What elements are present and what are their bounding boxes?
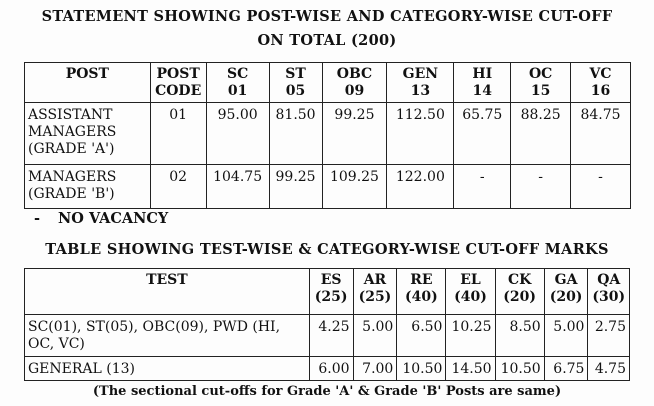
table-cell: 4.75 [588, 357, 630, 381]
column-header: ES (25) [309, 269, 353, 315]
footnote: (The sectional cut-offs for Grade 'A' & Grade 'B' Posts are same) [92, 384, 562, 399]
table-cell: 84.75 [571, 103, 631, 165]
table-cell: 2.75 [588, 315, 630, 357]
table-cell: 10.25 [446, 315, 495, 357]
table-header-row [25, 269, 630, 315]
table-cell: 5.00 [353, 315, 397, 357]
column-header: TEST [25, 269, 310, 315]
column-header: GA (20) [544, 269, 588, 315]
column-header: QA (30) [588, 269, 630, 315]
table-cell: 95.00 [206, 103, 269, 165]
table-cell: 8.50 [495, 315, 544, 357]
table-cell: 7.00 [353, 357, 397, 381]
post-wise-cutoff-table [24, 62, 631, 209]
column-header: AR (25) [353, 269, 397, 315]
table-cell: 4.25 [309, 315, 353, 357]
column-header: OC 15 [511, 63, 571, 103]
post-name-cell: ASSISTANT MANAGERS (GRADE 'A') [25, 103, 151, 165]
table-cell: 104.75 [206, 165, 269, 209]
table-cell: - [511, 165, 571, 209]
table-cell: 109.25 [322, 165, 387, 209]
no-vacancy-dash: - [34, 210, 41, 227]
test-name-cell: SC(01), ST(05), OBC(09), PWD (HI, OC, VC) [25, 315, 310, 357]
table-row [25, 357, 630, 381]
table-cell: 02 [150, 165, 206, 209]
table-cell: 14.50 [446, 357, 495, 381]
table-cell: 81.50 [269, 103, 322, 165]
table-cell: 65.75 [454, 103, 511, 165]
title-line-2: ON TOTAL (200) [257, 32, 397, 49]
table-cell: 6.75 [544, 357, 588, 381]
table-cell: 112.50 [387, 103, 454, 165]
table-cell: 10.50 [495, 357, 544, 381]
column-header: SC 01 [206, 63, 269, 103]
table-cell: 6.50 [397, 315, 446, 357]
table-row [25, 315, 630, 357]
test-wise-cutoff-table [24, 268, 630, 381]
no-vacancy-text: NO VACANCY [58, 210, 169, 227]
table-cell: 6.00 [309, 357, 353, 381]
column-header: EL (40) [446, 269, 495, 315]
table-row [25, 165, 631, 209]
table-cell: - [571, 165, 631, 209]
table-cell: 99.25 [269, 165, 322, 209]
no-vacancy-note [34, 210, 168, 227]
column-header: POST [25, 63, 151, 103]
table-cell: 99.25 [322, 103, 387, 165]
table-cell: 01 [150, 103, 206, 165]
table-header-row [25, 63, 631, 103]
table-cell: 122.00 [387, 165, 454, 209]
table-cell: 10.50 [397, 357, 446, 381]
title-line-1: STATEMENT SHOWING POST-WISE AND CATEGORY-WISE CUT-OFF [41, 8, 613, 25]
column-header: OBC 09 [322, 63, 387, 103]
table-row [25, 103, 631, 165]
table-cell: - [454, 165, 511, 209]
column-header: POST CODE [150, 63, 206, 103]
column-header: CK (20) [495, 269, 544, 315]
column-header: VC 16 [571, 63, 631, 103]
column-header: ST 05 [269, 63, 322, 103]
test-name-cell: GENERAL (13) [25, 357, 310, 381]
column-header: GEN 13 [387, 63, 454, 103]
post-name-cell: MANAGERS (GRADE 'B') [25, 165, 151, 209]
table-cell: 88.25 [511, 103, 571, 165]
column-header: RE (40) [397, 269, 446, 315]
column-header: HI 14 [454, 63, 511, 103]
table-cell: 5.00 [544, 315, 588, 357]
title-line-3: TABLE SHOWING TEST-WISE & CATEGORY-WISE CUT-OFF MARKS [45, 241, 609, 258]
